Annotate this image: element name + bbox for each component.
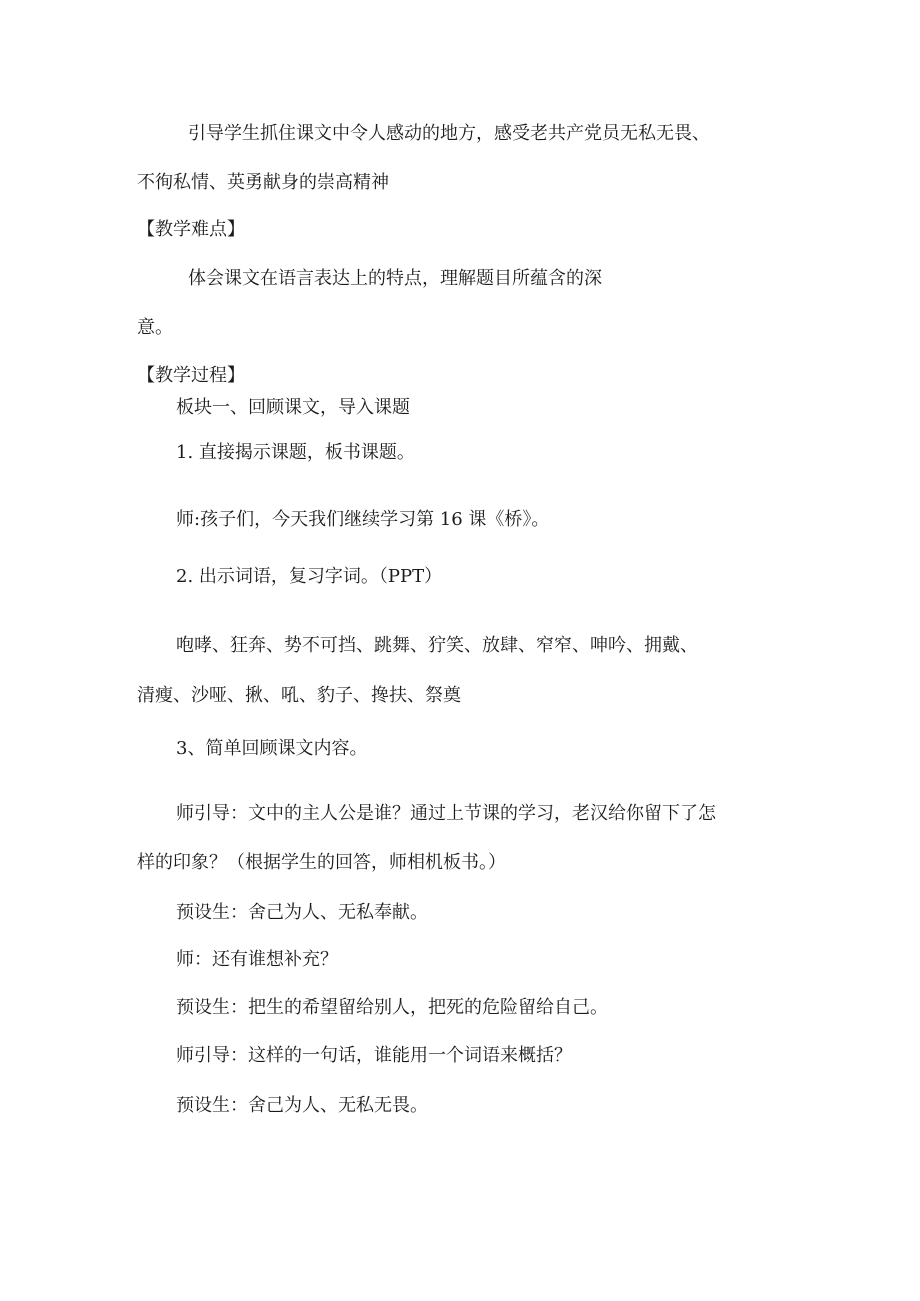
heading-teaching-process: 【教学过程】 xyxy=(137,365,245,386)
student-answer-2: 预设生：把生的希望留给别人，把死的危险留给自己。 xyxy=(176,997,608,1018)
teaching-difficulty-line-2: 意。 xyxy=(137,317,173,338)
teacher-guide-line-1: 师引导：文中的主人公是谁？通过上节课的学习，老汉给你留下了怎 xyxy=(176,803,716,824)
section-1-title: 板块一、回顾课文，导入课题 xyxy=(176,397,410,418)
teacher-guide-2: 师引导：这样的一句话，谁能用一个词语来概括？ xyxy=(176,1045,572,1066)
student-answer-3: 预设生：舍己为人、无私无畏。 xyxy=(176,1095,428,1116)
teaching-goal-line-1: 引导学生抓住课文中令人感动的地方，感受老共产党员无私无畏、 xyxy=(188,123,710,144)
step-2: 2. 出示词语，复习字词。（PPT） xyxy=(176,566,443,587)
teacher-guide-line-2: 样的印象？（根据学生的回答，师相机板书。） xyxy=(137,852,506,873)
teaching-goal-line-2: 不徇私情、英勇献身的崇高精神 xyxy=(137,172,389,193)
step-3: 3、简单回顾课文内容。 xyxy=(176,738,368,759)
heading-teaching-difficulty: 【教学难点】 xyxy=(137,219,245,240)
student-answer-1: 预设生：舍己为人、无私奉献。 xyxy=(176,902,428,923)
vocabulary-line-1: 咆哮、狂奔、势不可挡、跳舞、狞笑、放肆、窄窄、呻吟、拥戴、 xyxy=(176,635,698,656)
teaching-difficulty-line-1: 体会课文在语言表达上的特点，理解题目所蕴含的深 xyxy=(188,268,602,289)
step-1: 1. 直接揭示课题，板书课题。 xyxy=(176,442,415,463)
teacher-intro: 师:孩子们，今天我们继续学习第 16 课《桥》。 xyxy=(176,509,550,530)
vocabulary-line-2: 清瘦、沙哑、揪、吼、豹子、搀扶、祭奠 xyxy=(137,685,461,706)
teacher-question: 师：还有谁想补充？ xyxy=(176,949,338,970)
